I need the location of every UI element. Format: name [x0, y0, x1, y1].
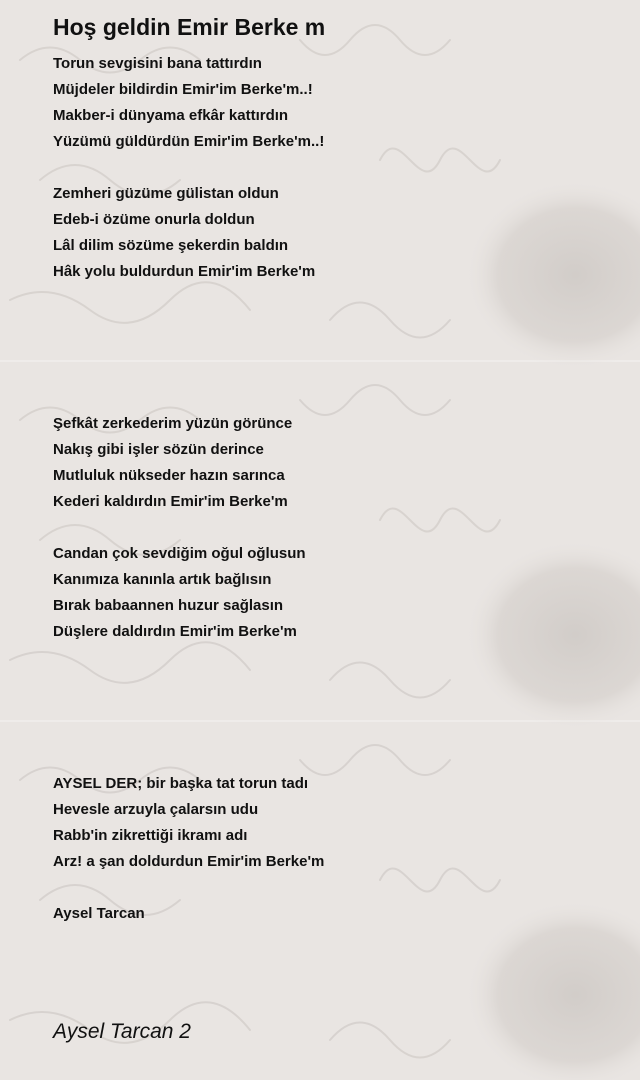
poem-line: Arz! a şan doldurdun Emir'im Berke'm [53, 853, 325, 870]
poem-line: Kederi kaldırdın Emir'im Berke'm [53, 493, 288, 510]
poem-line: Mutluluk nükseder hazın sarınca [53, 467, 285, 484]
poem-line: Zemheri güzüme gülistan oldun [53, 185, 279, 202]
stanza-2 [53, 181, 315, 285]
poem-line: Rabb'in zikrettiği ikramı adı [53, 827, 248, 844]
poem-line: Torun sevgisini bana tattırdın [53, 55, 262, 72]
poem-line: Candan çok sevdiğim oğul oğlusun [53, 545, 306, 562]
poem-line: Makber-i dünyama efkâr kattırdın [53, 107, 289, 124]
poem-line: Edeb-i özüme onurla doldun [53, 211, 255, 228]
poem-title: Hoş geldin Emir Berke m [53, 14, 326, 40]
stanza-4 [53, 541, 306, 645]
footer-credit: Aysel Tarcan 2 [53, 1020, 191, 1043]
poem-line: Bırak babaannen huzur sağlasın [53, 597, 284, 614]
poem-line: Nakış gibi işler sözün derince [53, 441, 264, 458]
poem-line: Kanımıza kanınla artık bağlısın [53, 571, 272, 588]
poem-line: AYSEL DER; bir başka tat torun tadı [53, 775, 309, 792]
poem-line: Müjdeler bildirdin Emir'im Berke'm..! [53, 81, 313, 98]
poem-author: Aysel Tarcan [53, 905, 145, 922]
stanza-5 [53, 771, 324, 875]
stanza-3 [53, 411, 292, 515]
poem-line: Lâl dilim sözüme şekerdin baldın [53, 237, 289, 254]
poem-line: Hâk yolu buldurdun Emir'im Berke'm [53, 263, 316, 280]
poem-line: Hevesle arzuyla çalarsın udu [53, 801, 259, 818]
poem-line: Düşlere daldırdın Emir'im Berke'm [53, 623, 297, 640]
stanza-1 [53, 51, 324, 155]
poem-line: Yüzümü güldürdün Emir'im Berke'm..! [53, 133, 325, 150]
poem-line: Şefkât zerkederim yüzün görünce [53, 415, 293, 432]
